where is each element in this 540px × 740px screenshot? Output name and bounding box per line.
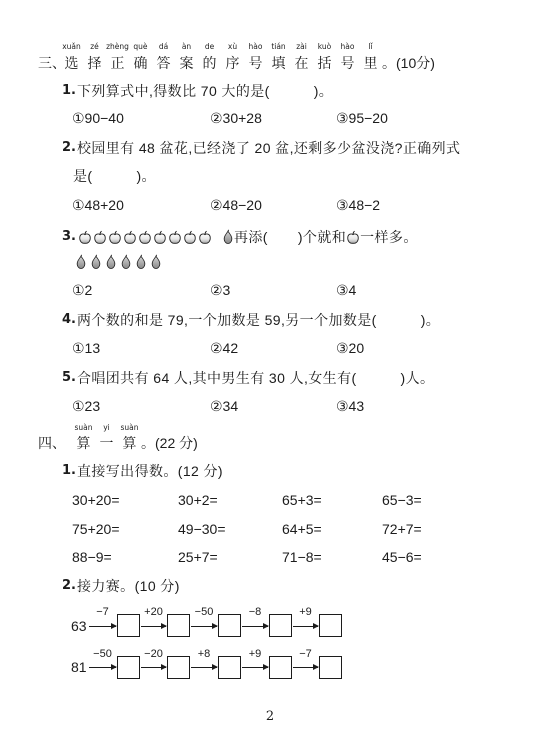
- pinyin: yi: [103, 423, 110, 432]
- option-2: ②48−20: [210, 197, 262, 213]
- relay-operation-label: −8: [248, 606, 262, 618]
- relay-answer-box: [117, 656, 140, 679]
- pear-icon: [135, 254, 147, 270]
- relay-arrow: [293, 667, 318, 668]
- pinyin: àn: [181, 42, 192, 51]
- pinyin: de: [204, 42, 215, 51]
- relay-arrow: [242, 667, 268, 668]
- pinyin: zé: [90, 42, 99, 51]
- pinyin: zài: [296, 42, 307, 51]
- pear-icon: [75, 254, 87, 270]
- relay-arrow: [191, 626, 217, 627]
- pear-row: [75, 252, 162, 272]
- option-3: ③4: [336, 282, 357, 298]
- pinyin: hào: [340, 42, 355, 51]
- calc-item: 72+7=: [382, 521, 422, 537]
- part-title: 接力赛。(10 分): [76, 578, 180, 594]
- pear-icon: [90, 254, 102, 270]
- title-char: 号: [248, 55, 263, 71]
- apple-icon: [346, 230, 360, 245]
- option-3: ③43: [336, 398, 365, 414]
- option-2: ②3: [210, 282, 231, 298]
- question-number: 4.: [62, 312, 76, 327]
- pinyin: dá: [158, 42, 169, 51]
- question-text-end: 一样多。: [360, 229, 418, 245]
- relay-answer-box: [269, 656, 292, 679]
- relay-operation-label: −7: [96, 606, 109, 618]
- question-text: 是(: [73, 168, 93, 184]
- question-text: 下列算式中,得数比 70 大的是(: [76, 83, 270, 99]
- relay-answer-box: [269, 614, 292, 637]
- question-1: [62, 82, 333, 100]
- pinyin: xù: [227, 42, 238, 51]
- relay-arrow: [191, 667, 217, 668]
- option-1: ①23: [72, 398, 101, 414]
- answer-blank: [270, 84, 314, 98]
- pear-group: [75, 254, 162, 270]
- relay-operation-label: +9: [299, 606, 312, 618]
- section3-title: [38, 54, 435, 72]
- question-number: 5.: [62, 370, 76, 385]
- title-char: 在: [294, 55, 309, 71]
- question-2: [62, 139, 460, 157]
- answer-blank: [92, 169, 136, 183]
- part2-heading: [62, 577, 180, 595]
- option-1: ①2: [72, 282, 93, 298]
- option-1: ①90−40: [72, 110, 124, 126]
- title-char: 填: [271, 55, 286, 71]
- relay-operation-label: +8: [197, 648, 211, 660]
- apple-icon: [123, 230, 137, 245]
- title-char: 择: [87, 55, 102, 71]
- title-char: 确: [133, 55, 148, 71]
- relay-arrow: [89, 667, 116, 668]
- question-5: [62, 369, 434, 387]
- relay-operation-label: +9: [248, 648, 262, 660]
- section4-pinyin: [72, 423, 141, 433]
- section-number: 四、: [38, 435, 66, 451]
- pinyin: kuò: [317, 42, 332, 51]
- relay-operation-label: −50: [194, 606, 214, 618]
- section-score: 。(10分): [382, 55, 435, 71]
- answer-blank: [268, 230, 298, 244]
- question-text-end: )。: [420, 312, 441, 328]
- title-char: 算: [76, 435, 91, 451]
- pinyin: suàn: [74, 423, 93, 432]
- section-number: 三、: [38, 55, 66, 71]
- calc-item: 30+2=: [178, 492, 218, 508]
- calc-item: 65−3=: [382, 492, 422, 508]
- pinyin: lǐ: [368, 42, 373, 51]
- calc-item: 49−30=: [178, 521, 226, 537]
- title-char: 一: [99, 435, 114, 451]
- section3-pinyin: [60, 42, 382, 52]
- option-3: ③95−20: [336, 110, 388, 126]
- question-text: 两个数的和是 79,一个加数是 59,另一个加数是(: [76, 312, 377, 328]
- relay-answer-box: [117, 614, 140, 637]
- pinyin: xuǎn: [62, 42, 81, 51]
- title-char: 正: [110, 55, 125, 71]
- relay-start-number: 63: [71, 618, 87, 634]
- pinyin: zhèng: [106, 42, 129, 51]
- relay-arrow: [242, 626, 268, 627]
- option-1: ①48+20: [72, 197, 124, 213]
- relay-answer-box: [167, 656, 190, 679]
- page-number: 2: [265, 709, 275, 724]
- question-4: [62, 311, 440, 329]
- answer-blank: [357, 371, 401, 385]
- question-2-continued: [73, 167, 156, 185]
- section4-title: [38, 434, 198, 452]
- relay-arrow: [293, 626, 318, 627]
- relay-answer-box: [218, 656, 241, 679]
- calc-row: [0, 520, 540, 538]
- calc-item: 88−9=: [72, 549, 112, 565]
- pear-icon: [120, 254, 132, 270]
- question-2-options: [0, 196, 540, 214]
- option-2: ②30+28: [210, 110, 262, 126]
- relay-answer-box: [319, 614, 342, 637]
- question-text-end: )人。: [400, 370, 435, 386]
- question-text: )个就和: [297, 229, 347, 245]
- question-3-options: [0, 281, 540, 299]
- pear-icon: [150, 254, 162, 270]
- title-char: 答: [156, 55, 171, 71]
- relay-arrow: [141, 626, 166, 627]
- calc-item: 65+3=: [282, 492, 322, 508]
- question-number: 1.: [62, 83, 76, 98]
- relay-answer-box: [319, 656, 342, 679]
- title-char: 选: [64, 55, 79, 71]
- question-text: 合唱团共有 64 人,其中男生有 30 人,女生有(: [76, 370, 357, 386]
- question-4-options: [0, 339, 540, 357]
- question-1-options: [0, 109, 540, 127]
- pinyin: què: [133, 42, 148, 51]
- answer-blank: [377, 313, 421, 327]
- calc-item: 25+7=: [178, 549, 218, 565]
- relay-operation-label: −50: [93, 648, 112, 660]
- title-char: 案: [179, 55, 194, 71]
- part-number: 2.: [62, 578, 76, 593]
- apple-icon: [93, 230, 107, 245]
- relay-operation-label: +20: [144, 606, 163, 618]
- title-char: 括: [317, 55, 332, 71]
- title-char: 的: [202, 55, 217, 71]
- relay-arrow: [141, 667, 166, 668]
- calc-item: 75+20=: [72, 521, 120, 537]
- question-number: 2.: [62, 140, 76, 155]
- question-text-end: )。: [313, 83, 334, 99]
- part-title: 直接写出得数。(12 分): [76, 463, 223, 479]
- title-char: 序: [225, 55, 240, 71]
- part1-heading: [62, 462, 223, 480]
- option-3: ③48−2: [336, 197, 381, 213]
- question-number: 3.: [62, 229, 76, 244]
- section-score: 。(22 分): [141, 435, 198, 451]
- question-3: [62, 227, 418, 247]
- relay-answer-box: [218, 614, 241, 637]
- relay-operation-label: −20: [144, 648, 163, 660]
- pinyin: hào: [248, 42, 263, 51]
- relay-answer-box: [167, 614, 190, 637]
- apple-icon: [138, 230, 152, 245]
- title-char: 算: [122, 435, 137, 451]
- option-3: ③20: [336, 340, 365, 356]
- calc-item: 71−8=: [282, 549, 322, 565]
- calc-item: 64+5=: [282, 521, 322, 537]
- pear-icon: [105, 254, 117, 270]
- relay-arrow: [89, 626, 116, 627]
- question-text-end: )。: [136, 168, 156, 184]
- calc-item: 30+20=: [72, 492, 120, 508]
- calc-item: 45−6=: [382, 549, 422, 565]
- option-1: ①13: [72, 340, 101, 356]
- apple-icon: [153, 230, 167, 245]
- relay-start-number: 81: [71, 659, 87, 675]
- apple-icon: [168, 230, 182, 245]
- apple-group: [77, 230, 212, 245]
- apple-icon: [108, 230, 122, 245]
- relay-operation-label: −7: [299, 648, 312, 660]
- calc-row: [0, 491, 540, 509]
- apple-icon: [198, 230, 212, 245]
- title-char: 号: [340, 55, 355, 71]
- option-2: ②42: [210, 340, 239, 356]
- pinyin: suàn: [120, 423, 139, 432]
- question-text: 校园里有 48 盆花,已经浇了 20 盆,还剩多少盆没浇?正确列式: [76, 140, 461, 156]
- option-2: ②34: [210, 398, 239, 414]
- apple-icon: [78, 230, 92, 245]
- question-5-options: [0, 397, 540, 415]
- pear-icon: [222, 229, 234, 245]
- apple-icon: [183, 230, 197, 245]
- question-text: 再添(: [233, 229, 268, 245]
- part-number: 1.: [62, 463, 76, 478]
- pinyin: tián: [271, 42, 286, 51]
- calc-row: [0, 548, 540, 566]
- title-char: 里: [363, 55, 378, 71]
